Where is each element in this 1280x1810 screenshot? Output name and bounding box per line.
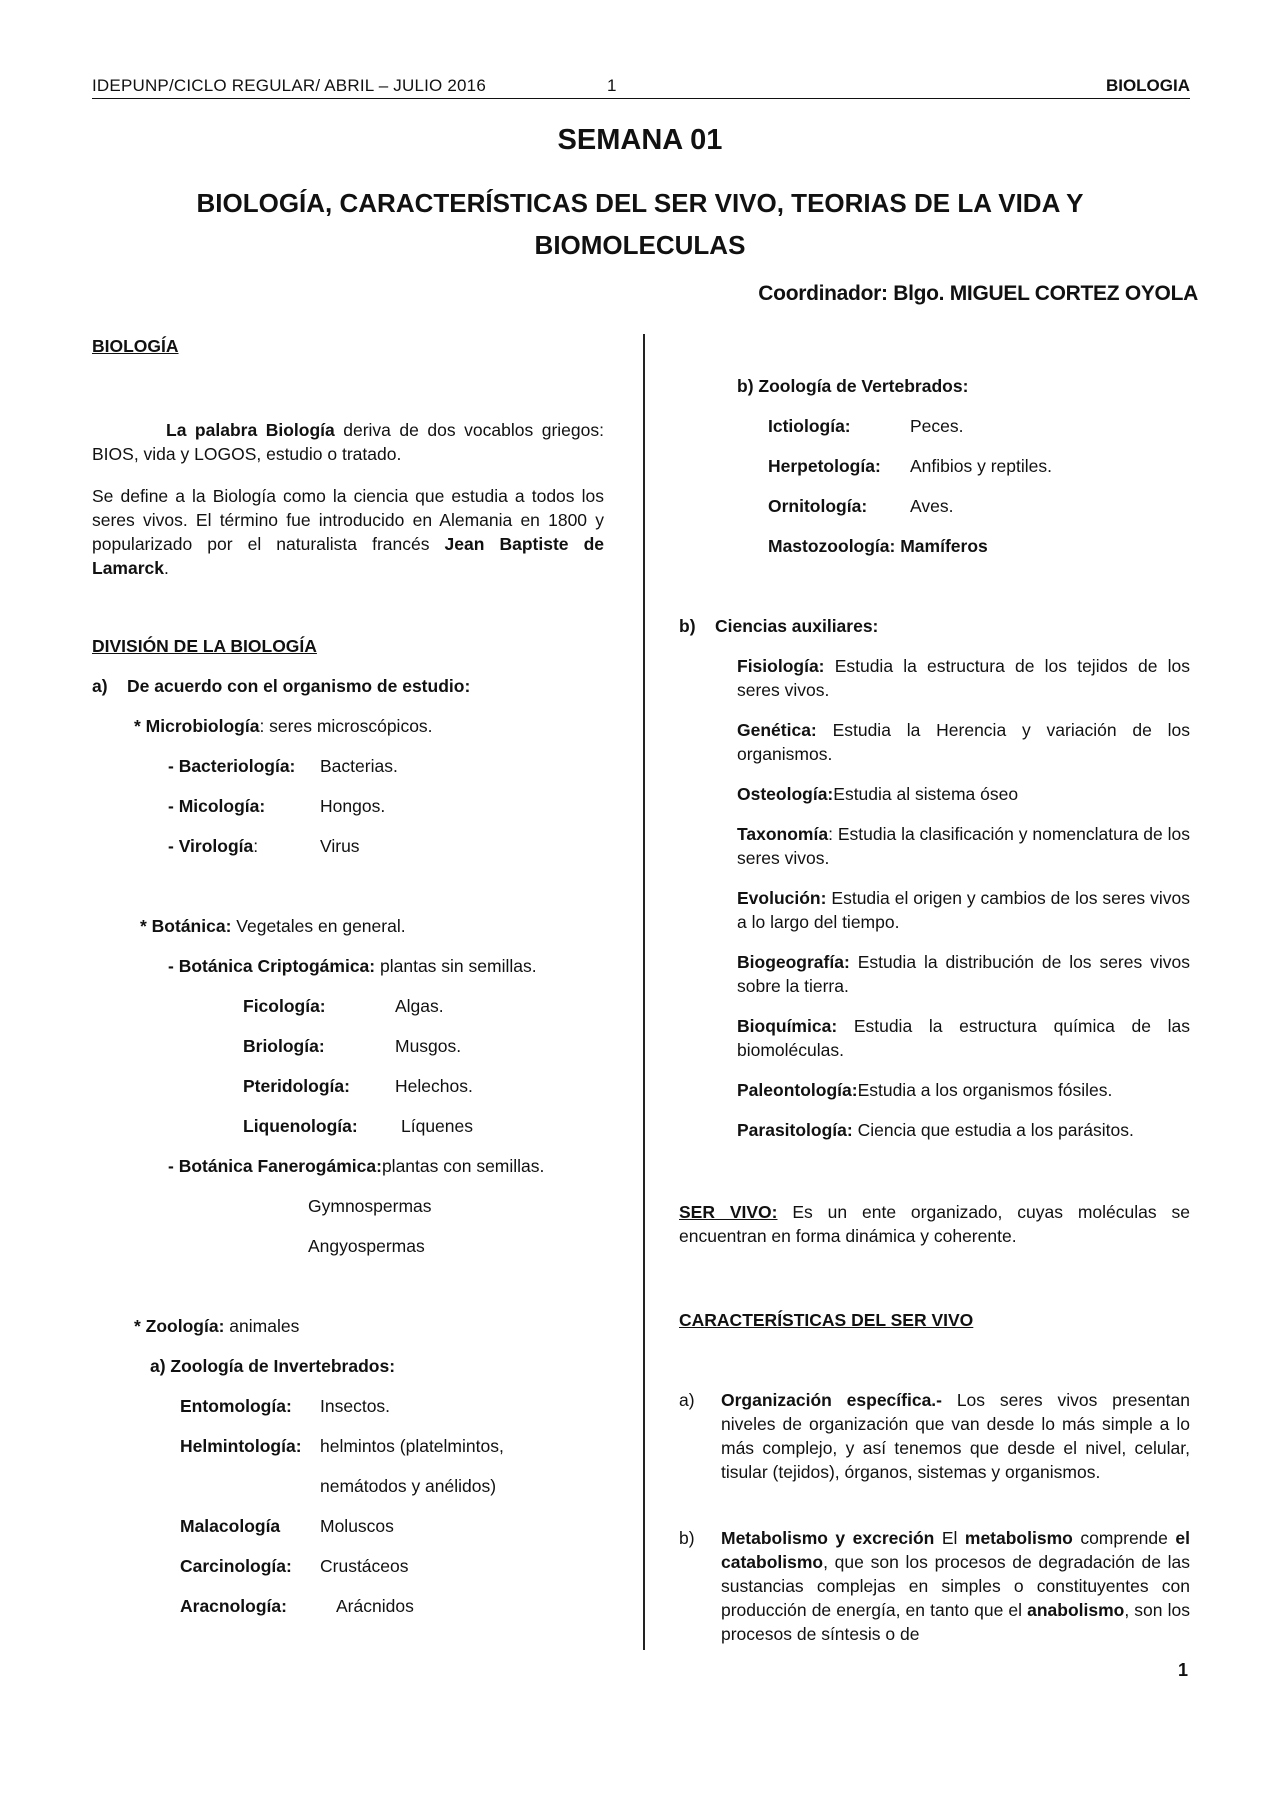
vert-item: [768, 454, 1053, 478]
aux-item-label: Taxonomía: [737, 824, 829, 844]
aux-item-text: Estudia el origen y cambios de los seres vivos a lo largo del tiempo.: [737, 888, 1190, 932]
botanica-label: * Botánica:: [140, 916, 232, 936]
aux-item-text: Estudia la Herencia y variación de los organismos.: [737, 720, 1190, 764]
main-title-line2: BIOMOLECULAS: [534, 230, 746, 260]
vert-item-value: Peces.: [910, 416, 964, 436]
botanica: [140, 914, 406, 938]
criptogamica-label: - Botánica Criptogámica:: [168, 956, 376, 976]
aux-item-label: Bioquímica:: [737, 1016, 838, 1036]
aux-item: [737, 654, 1190, 702]
aux-item-text: Estudia a los organismos fósiles.: [857, 1080, 1113, 1100]
division-heading: DIVISIÓN DE LA BIOLOGÍA: [92, 636, 317, 656]
week-title: SEMANA 01: [557, 124, 723, 156]
ser-vivo-definition: [679, 1200, 1190, 1248]
header-course: IDEPUNP/CICLO REGULAR/ ABRIL – JULIO 2016: [92, 76, 486, 95]
ser-vivo-label: SER VIVO:: [679, 1202, 778, 1222]
micro-item-label: - Micología:: [168, 796, 266, 816]
header-page: 1: [607, 76, 617, 95]
fanerogamica-label: - Botánica Fanerogámica:: [168, 1156, 382, 1176]
invertebrados-heading: a) Zoología de Invertebrados:: [150, 1356, 396, 1376]
aux-item-text: : Estudia la clasificación y nomenclatura de los seres vivos.: [737, 824, 1190, 868]
header-subject: BIOLOGIA: [1105, 76, 1190, 95]
cripto-item-value: Helechos.: [395, 1076, 473, 1096]
micro-item-value: Hongos.: [320, 796, 386, 816]
aux-item-text: Ciencia que estudia a los parásitos.: [857, 1120, 1134, 1140]
invert-item: [180, 1554, 409, 1578]
microbiologia-text: : seres microscópicos.: [259, 716, 433, 736]
cripto-item-value: Líquenes: [401, 1116, 474, 1136]
invert-item-label: Aracnología:: [180, 1596, 287, 1616]
caract-b-body: comprende: [1080, 1528, 1168, 1548]
criptogamica: [168, 954, 537, 978]
aux-item-text: Estudia la estructura química de las biomoléculas.: [737, 1016, 1190, 1060]
cripto-item-label: Pteridología:: [243, 1076, 350, 1096]
aux-item-label: Evolución:: [737, 888, 827, 908]
vert-item: [768, 534, 988, 558]
ser-vivo-text: Es un ente organizado, cuyas moléculas se encuentran en forma dinámica y coherente.: [679, 1202, 1190, 1246]
vert-item: [768, 494, 954, 518]
cripto-item: [243, 1114, 474, 1138]
invert-item-label: Helmintología:: [180, 1436, 302, 1456]
biologia-heading: BIOLOGÍA: [92, 336, 179, 356]
intro-paragraph: [92, 418, 604, 466]
invert-item-value: Crustáceos: [320, 1556, 409, 1576]
running-header: [92, 76, 1190, 99]
aux-item: [737, 950, 1190, 998]
invert-item: [180, 1394, 391, 1418]
definition-bold: Jean Baptiste de Lamarck: [92, 534, 604, 578]
aux-item-label: Parasitología:: [737, 1120, 853, 1140]
aux-item: [737, 1014, 1190, 1062]
caracteristicas-heading: CARACTERÍSTICAS DEL SER VIVO: [679, 1310, 974, 1330]
auxiliares-heading: b) Ciencias auxiliares:: [679, 616, 879, 636]
caract-b-bold: metabolismo: [964, 1528, 1073, 1548]
main-title-line1: BIOLOGÍA, CARACTERÍSTICAS DEL SER VIVO, TEORIAS DE LA VIDA Y: [196, 188, 1084, 218]
intro-text: deriva de dos vocablos griegos: BIOS, vida y LOGOS, estudio o tratado.: [92, 420, 604, 464]
aux-item: [737, 822, 1190, 870]
invert-item-label: Carcinología:: [180, 1556, 292, 1576]
caract-b-bold: Metabolismo y excreción: [721, 1528, 935, 1548]
aux-item-label: Paleontología:: [737, 1080, 858, 1100]
microbiologia: [134, 714, 433, 738]
invert-item-label: Entomología:: [180, 1396, 292, 1416]
caract-a-bold: Organización específica.-: [721, 1390, 942, 1410]
aux-item: [737, 1118, 1190, 1142]
aux-item: [737, 782, 1190, 806]
fanero-item: Angyospermas: [308, 1236, 425, 1256]
column-divider: [643, 334, 645, 1650]
invert-item-value: helmintos (platelmintos,: [320, 1436, 504, 1456]
cripto-item-label: Liquenología:: [243, 1116, 358, 1136]
zoologia: [134, 1314, 299, 1338]
aux-item: [737, 886, 1190, 934]
invert-item: [180, 1594, 414, 1618]
aux-item-text: Estudia la distribución de los seres vivos sobre la tierra.: [737, 952, 1190, 996]
micro-item-label: - Virología: [168, 836, 254, 856]
vertebrados-heading: b) Zoología de Vertebrados:: [737, 376, 969, 396]
micro-item: [168, 754, 398, 778]
cripto-item-value: Algas.: [395, 996, 444, 1016]
definition-paragraph: [92, 484, 604, 580]
zoologia-label: * Zoología:: [134, 1316, 225, 1336]
caract-b-text: [721, 1526, 1190, 1646]
caract-a-text: [721, 1388, 1190, 1484]
caract-b-bold: anabolismo: [1027, 1600, 1125, 1620]
definition-text: Se define a la Biología como la ciencia que estudia a todos los seres vivos. El término fue introducido en Alemania en 1800 y popularizado por el naturalista francés: [92, 486, 604, 554]
aux-item-label: Genética:: [737, 720, 817, 740]
vert-item-label: Ornitología:: [768, 496, 868, 516]
fanero-item: Gymnospermas: [308, 1196, 432, 1216]
caract-b-body: , son los procesos de síntesis o de: [721, 1600, 1190, 1644]
aux-item: [737, 1078, 1190, 1102]
caract-b-bold: el catabolismo: [721, 1528, 1190, 1572]
invert-item: [180, 1434, 504, 1458]
vert-item-value: Aves.: [910, 496, 954, 516]
aux-list: [737, 654, 1190, 1142]
aux-item-label: Fisiología:: [737, 656, 825, 676]
cripto-item: [243, 1074, 473, 1098]
invert-item-label: Malacología: [180, 1516, 281, 1536]
vert-item: [768, 414, 964, 438]
cripto-item: [243, 994, 444, 1018]
aux-item: [737, 718, 1190, 766]
division-a: a) De acuerdo con el organismo de estudio:: [92, 676, 471, 696]
caract-b-body: El: [941, 1528, 958, 1548]
vert-item-label: Ictiología:: [768, 416, 851, 436]
cripto-item-label: Ficología:: [243, 996, 326, 1016]
invert-item-value: nemátodos y anélidos): [320, 1476, 497, 1496]
caract-a-body: Los seres vivos presentan niveles de organización que van desde lo más simple a lo más complejo, y así tenemos que desde el nivel, celular, tisular (tejidos), órganos, sistemas y organismos.: [721, 1390, 1190, 1482]
vert-item-label: Mastozoología:: [768, 536, 896, 556]
cripto-item-label: Briología:: [243, 1036, 325, 1056]
invert-item-value: Arácnidos: [336, 1596, 414, 1616]
fanerogamica-text: plantas con semillas.: [381, 1156, 545, 1176]
definition-end: .: [164, 558, 169, 578]
micro-item-colon: :: [253, 836, 259, 856]
invert-item-value: Insectos.: [320, 1396, 391, 1416]
criptogamica-text: plantas sin semillas.: [380, 956, 537, 976]
microbiologia-label: * Microbiología: [134, 716, 260, 736]
micro-item-value: Bacterias.: [320, 756, 398, 776]
cripto-item-value: Musgos.: [395, 1036, 462, 1056]
invert-item: [180, 1514, 394, 1538]
zoologia-text: animales: [229, 1316, 300, 1336]
aux-item-text: Estudia al sistema óseo: [833, 784, 1019, 804]
caract-a-marker: a): [679, 1390, 695, 1410]
cripto-item: [243, 1034, 462, 1058]
caract-b-marker: b): [679, 1528, 695, 1548]
aux-item-text: Estudia la estructura de los tejidos de los seres vivos.: [737, 656, 1190, 700]
micro-item: [168, 834, 360, 858]
vert-item-value: Anfibios y reptiles.: [910, 456, 1053, 476]
vert-item-label: Herpetología:: [768, 456, 881, 476]
caract-b-body: , que son los procesos de degradación de las sustancias complejas en simples o constituyentes con producción de energía, en tanto que el: [721, 1552, 1190, 1620]
micro-item: [168, 794, 386, 818]
main-title: [140, 182, 1140, 266]
botanica-text: Vegetales en general.: [236, 916, 406, 936]
page-number: 1: [1177, 1660, 1188, 1680]
vert-item-value: Mamíferos: [900, 536, 988, 556]
aux-item-label: Biogeografía:: [737, 952, 850, 972]
intro-bold: La palabra Biología: [166, 420, 335, 440]
invert-item-value: Moluscos: [320, 1516, 394, 1536]
micro-item-label: - Bacteriología:: [168, 756, 296, 776]
fanerogamica: [168, 1154, 544, 1178]
aux-item-label: Osteología:: [737, 784, 834, 804]
micro-item-value: Virus: [320, 836, 360, 856]
coordinator: Coordinador: Blgo. MIGUEL CORTEZ OYOLA: [758, 282, 1198, 305]
